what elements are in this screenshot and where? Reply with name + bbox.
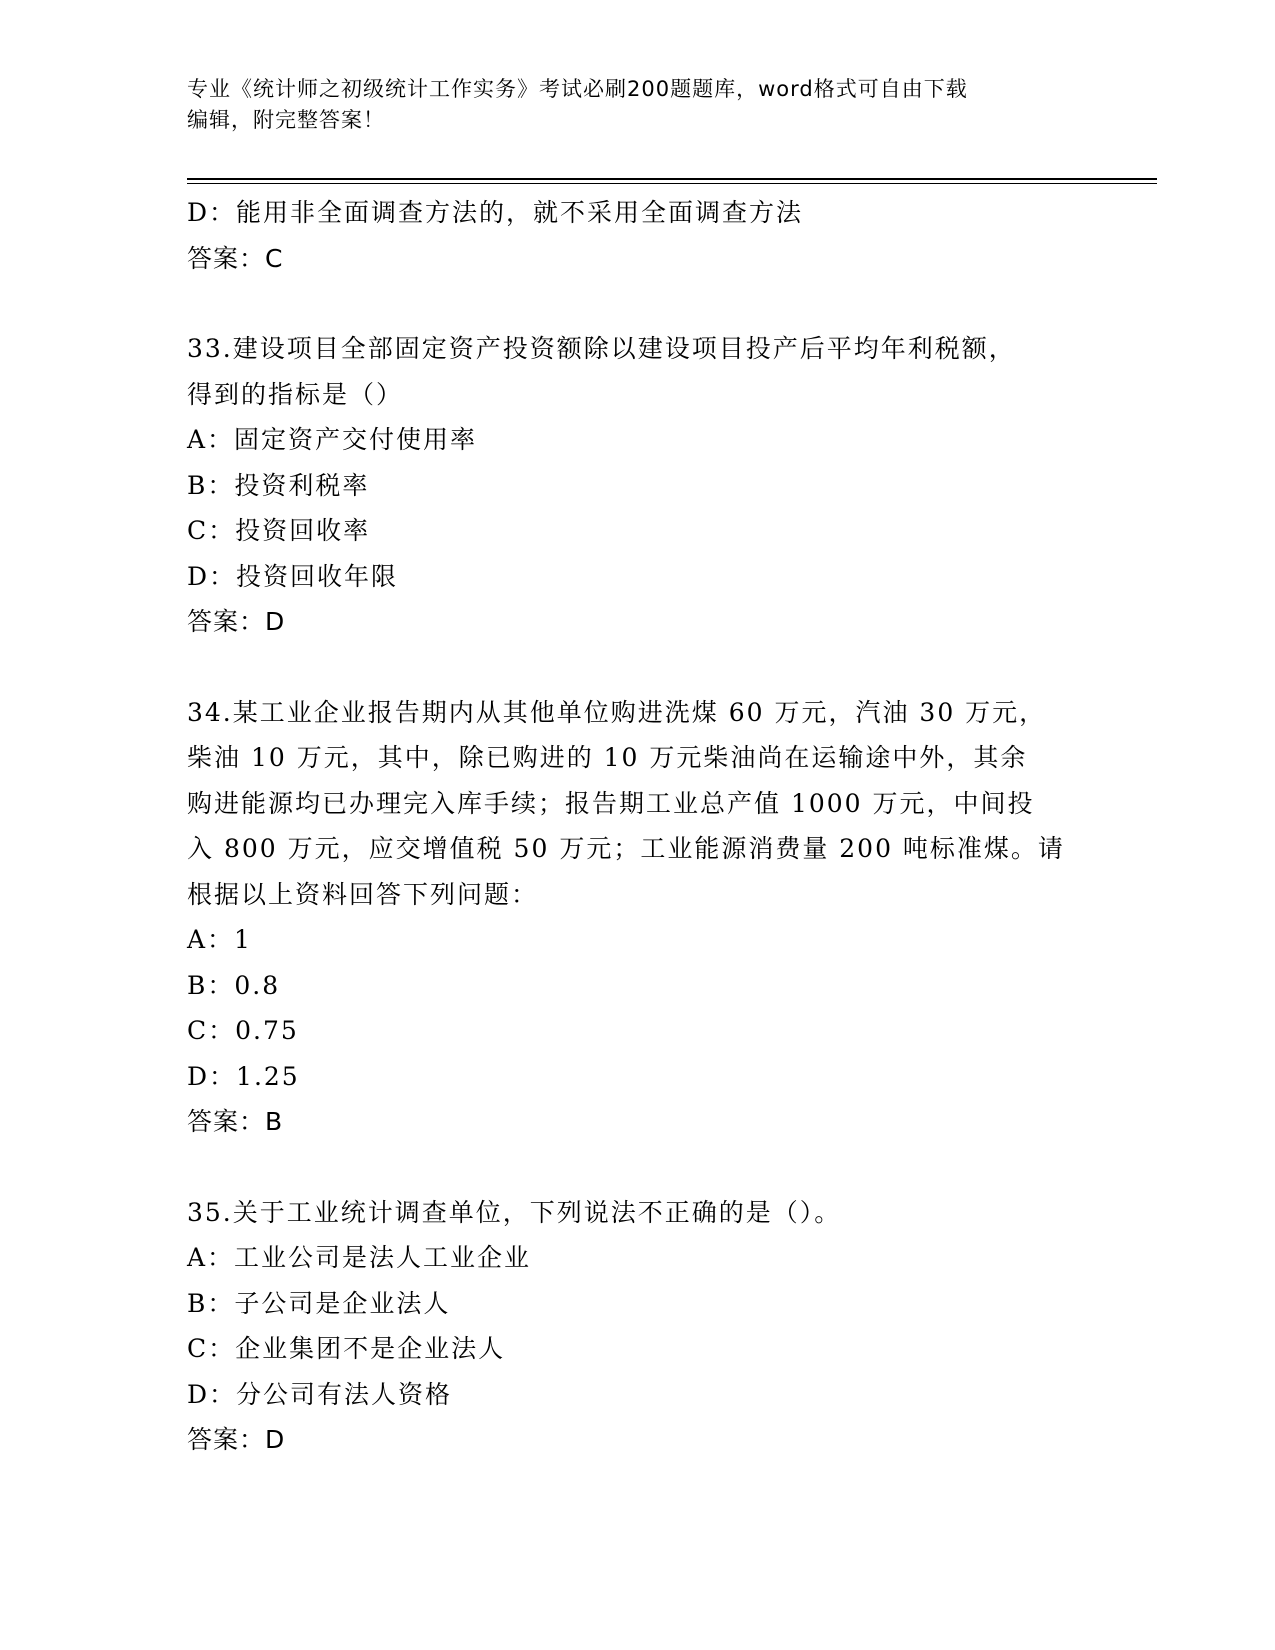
answer-line: 答案：C <box>187 243 284 273</box>
question-33 <box>187 326 1087 645</box>
question-35 <box>187 1190 1087 1463</box>
header-line-1: 专业《统计师之初级统计工作实务》考试必刷200题题库，word格式可自由下载 <box>187 77 968 101</box>
question-32-tail <box>187 190 1087 281</box>
question-stem-line: 购进能源均已办理完入库手续；报告期工业总产值 1000 万元，中间投 <box>187 788 1035 818</box>
option-d: D：1.25 <box>187 1061 300 1091</box>
spacer <box>187 281 1087 326</box>
document-header <box>187 74 1087 136</box>
header-line-2: 编辑，附完整答案！ <box>187 108 385 132</box>
option-b: B：子公司是企业法人 <box>187 1288 451 1318</box>
question-stem-line: 根据以上资料回答下列问题： <box>187 879 539 909</box>
question-stem-line: 33.建设项目全部固定资产投资额除以建设项目投产后平均年利税额， <box>187 334 1016 363</box>
question-34 <box>187 690 1087 1145</box>
answer-line: 答案：B <box>187 1107 284 1136</box>
question-stem-line: 得到的指标是（） <box>187 379 404 409</box>
spacer <box>187 645 1087 690</box>
question-stem-line: 35.关于工业统计调查单位，下列说法不正确的是（）。 <box>187 1197 842 1227</box>
spacer <box>187 1145 1087 1190</box>
question-stem-line: 34.某工业企业报告期内从其他单位购进洗煤 60 万元，汽油 30 万元， <box>187 697 1047 727</box>
answer-line: 答案：D <box>187 1425 286 1454</box>
option-b: B：投资利税率 <box>187 470 370 500</box>
header-divider-thick <box>187 178 1157 180</box>
option-c: C：投资回收率 <box>187 516 371 545</box>
option-d: D：分公司有法人资格 <box>187 1379 453 1409</box>
option-a: A：固定资产交付使用率 <box>187 425 478 454</box>
option-c: C：企业集团不是企业法人 <box>187 1334 506 1363</box>
question-stem-line: 柴油 10 万元，其中，除已购进的 10 万元柴油尚在运输途中外，其余 <box>187 743 1028 772</box>
option-c: C：0.75 <box>187 1016 299 1045</box>
option-a: A：工业公司是法人工业企业 <box>187 1243 532 1272</box>
header-divider-thin <box>187 183 1157 184</box>
document-body <box>187 190 1087 1463</box>
option-b: B：0.8 <box>187 970 281 1000</box>
option-d: D：能用非全面调查方法的，就不采用全面调查方法 <box>187 198 804 227</box>
option-d: D：投资回收年限 <box>187 561 399 591</box>
option-a: A：1 <box>187 925 252 954</box>
question-stem-line: 入 800 万元，应交增值税 50 万元；工业能源消费量 200 吨标准煤。请 <box>187 834 1065 863</box>
answer-line: 答案：D <box>187 607 286 636</box>
